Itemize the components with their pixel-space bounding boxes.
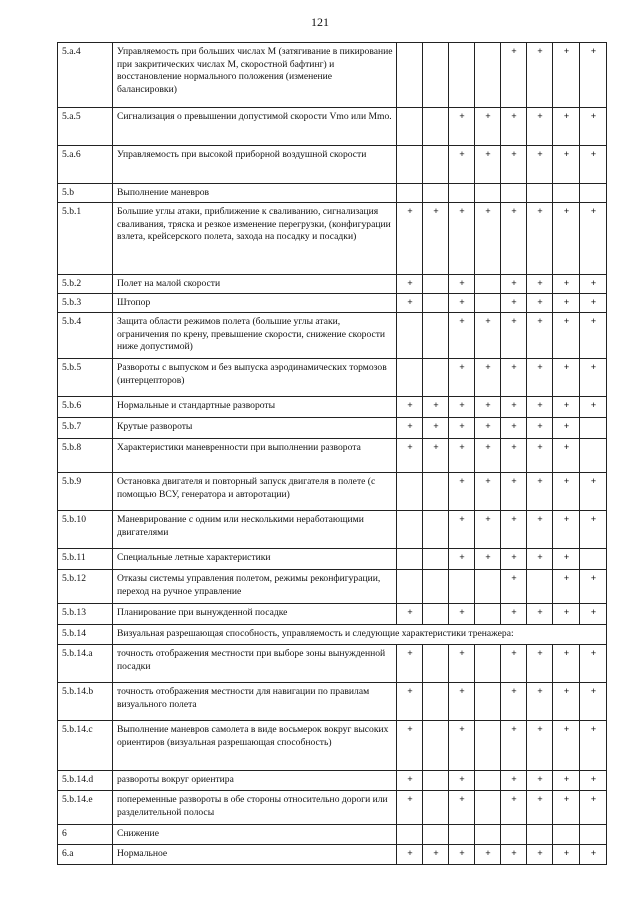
table-row	[58, 511, 607, 549]
row-description: Управляемость при больших числах М (затягивание в пикирование при закритических числах М, скоростной бафтинг) и восстановление нормального положения (изменение балансировки)	[113, 43, 397, 108]
level-mark: +	[553, 294, 580, 313]
level-mark	[423, 359, 449, 397]
level-mark: +	[501, 275, 527, 294]
table-row	[58, 473, 607, 511]
table-row	[58, 43, 607, 108]
level-mark: +	[580, 604, 607, 625]
table-row	[58, 625, 607, 645]
level-mark: +	[553, 43, 580, 108]
level-mark: +	[501, 771, 527, 791]
level-mark	[475, 43, 501, 108]
level-mark	[475, 683, 501, 721]
row-description: Выполнение маневров	[113, 184, 397, 203]
level-mark: +	[553, 645, 580, 683]
level-mark: +	[580, 313, 607, 359]
level-mark	[501, 184, 527, 203]
level-mark	[580, 184, 607, 203]
table-row	[58, 397, 607, 418]
level-mark	[475, 294, 501, 313]
level-mark	[580, 418, 607, 439]
level-mark	[423, 511, 449, 549]
row-description: Штопор	[113, 294, 397, 313]
level-mark: +	[527, 549, 553, 570]
level-mark: +	[553, 604, 580, 625]
level-mark: +	[501, 397, 527, 418]
level-mark	[475, 771, 501, 791]
level-mark	[423, 570, 449, 604]
row-description: Нормальные и стандартные развороты	[113, 397, 397, 418]
level-mark	[449, 570, 475, 604]
level-mark	[449, 825, 475, 845]
level-mark: +	[580, 473, 607, 511]
level-mark	[475, 645, 501, 683]
level-mark: +	[397, 791, 423, 825]
level-mark: +	[501, 146, 527, 184]
level-mark: +	[397, 771, 423, 791]
row-description: развороты вокруг ориентира	[113, 771, 397, 791]
row-description: Полет на малой скорости	[113, 275, 397, 294]
row-description: Крутые развороты	[113, 418, 397, 439]
level-mark: +	[553, 771, 580, 791]
level-mark: +	[501, 683, 527, 721]
level-mark: +	[449, 275, 475, 294]
level-mark: +	[553, 108, 580, 146]
table-row	[58, 108, 607, 146]
level-mark: +	[553, 473, 580, 511]
level-mark: +	[449, 549, 475, 570]
level-mark: +	[501, 294, 527, 313]
level-mark	[397, 146, 423, 184]
level-mark: +	[475, 313, 501, 359]
level-mark: +	[580, 294, 607, 313]
row-code: 5.a.4	[58, 43, 113, 108]
level-mark: +	[527, 473, 553, 511]
level-mark: +	[580, 275, 607, 294]
row-description: точность отображения местности при выборе зоны вынужденной посадки	[113, 645, 397, 683]
level-mark: +	[501, 645, 527, 683]
row-description: Управляемость при высокой приборной воздушной скорости	[113, 146, 397, 184]
level-mark: +	[501, 721, 527, 771]
level-mark: +	[527, 683, 553, 721]
level-mark	[423, 825, 449, 845]
level-mark: +	[501, 359, 527, 397]
row-description: Планирование при вынужденной посадке	[113, 604, 397, 625]
level-mark: +	[501, 203, 527, 275]
level-mark: +	[580, 771, 607, 791]
level-mark	[397, 570, 423, 604]
level-mark	[423, 721, 449, 771]
level-mark: +	[527, 397, 553, 418]
level-mark	[475, 791, 501, 825]
table-row	[58, 203, 607, 275]
level-mark: +	[527, 294, 553, 313]
level-mark: +	[527, 418, 553, 439]
level-mark: +	[397, 845, 423, 865]
row-description: попеременные развороты в обе стороны относительно дороги или разделительной полосы	[113, 791, 397, 825]
level-mark: +	[397, 439, 423, 473]
level-mark: +	[449, 203, 475, 275]
level-mark: +	[527, 771, 553, 791]
level-mark: +	[501, 418, 527, 439]
level-mark: +	[449, 473, 475, 511]
row-code: 5.b.14	[58, 625, 113, 645]
table-row	[58, 721, 607, 771]
table-row	[58, 275, 607, 294]
row-code: 5.b.5	[58, 359, 113, 397]
level-mark: +	[423, 203, 449, 275]
level-mark: +	[580, 570, 607, 604]
row-code: 5.b.13	[58, 604, 113, 625]
row-code: 5.b.6	[58, 397, 113, 418]
level-mark: +	[449, 645, 475, 683]
level-mark: +	[527, 359, 553, 397]
row-description: Снижение	[113, 825, 397, 845]
row-description: Визуальная разрешающая способность, управляемость и следующие характеристики тренажера:	[113, 625, 607, 645]
row-code: 5.b.14.e	[58, 791, 113, 825]
row-description: Специальные летные характеристики	[113, 549, 397, 570]
level-mark	[423, 146, 449, 184]
level-mark	[423, 771, 449, 791]
level-mark: +	[397, 683, 423, 721]
row-code: 5.b.1	[58, 203, 113, 275]
level-mark: +	[527, 645, 553, 683]
table-row	[58, 683, 607, 721]
level-mark: +	[475, 203, 501, 275]
level-mark: +	[580, 108, 607, 146]
level-mark	[423, 683, 449, 721]
level-mark	[397, 108, 423, 146]
level-mark	[423, 473, 449, 511]
level-mark	[449, 43, 475, 108]
row-code: 5.b.4	[58, 313, 113, 359]
level-mark	[423, 43, 449, 108]
row-code: 5.b.11	[58, 549, 113, 570]
row-code: 5.a.6	[58, 146, 113, 184]
level-mark	[553, 825, 580, 845]
level-mark: +	[553, 146, 580, 184]
level-mark: +	[553, 791, 580, 825]
level-mark	[475, 825, 501, 845]
level-mark: +	[553, 845, 580, 865]
level-mark: +	[475, 397, 501, 418]
level-mark: +	[501, 604, 527, 625]
level-mark	[423, 108, 449, 146]
level-mark: +	[580, 397, 607, 418]
level-mark: +	[449, 683, 475, 721]
table-row	[58, 439, 607, 473]
level-mark	[423, 645, 449, 683]
level-mark: +	[475, 439, 501, 473]
level-mark: +	[501, 473, 527, 511]
table-row	[58, 791, 607, 825]
level-mark: +	[580, 359, 607, 397]
level-mark	[580, 825, 607, 845]
row-code: 5.b.12	[58, 570, 113, 604]
table-row	[58, 604, 607, 625]
level-mark	[527, 825, 553, 845]
row-description: Характеристики маневренности при выполнении разворота	[113, 439, 397, 473]
level-mark: +	[501, 313, 527, 359]
level-mark: +	[449, 511, 475, 549]
level-mark	[397, 549, 423, 570]
row-description: Остановка двигателя и повторный запуск двигателя в полете (с помощью ВСУ, генератора и авторотации)	[113, 473, 397, 511]
level-mark	[501, 825, 527, 845]
level-mark	[397, 511, 423, 549]
level-mark: +	[475, 359, 501, 397]
level-mark: +	[501, 549, 527, 570]
level-mark: +	[397, 604, 423, 625]
level-mark: +	[449, 845, 475, 865]
level-mark: +	[449, 313, 475, 359]
row-code: 5.b.2	[58, 275, 113, 294]
table-row	[58, 313, 607, 359]
level-mark: +	[397, 203, 423, 275]
level-mark: +	[580, 845, 607, 865]
row-code: 5.b.9	[58, 473, 113, 511]
row-description: точность отображения местности для навигации по правилам визуального полета	[113, 683, 397, 721]
level-mark: +	[475, 108, 501, 146]
level-mark	[397, 184, 423, 203]
level-mark: +	[527, 43, 553, 108]
level-mark: +	[580, 203, 607, 275]
level-mark	[475, 570, 501, 604]
level-mark	[397, 473, 423, 511]
level-mark: +	[423, 845, 449, 865]
level-mark: +	[501, 439, 527, 473]
table-row	[58, 294, 607, 313]
row-code: 5.b.14.d	[58, 771, 113, 791]
level-mark: +	[449, 418, 475, 439]
level-mark: +	[527, 721, 553, 771]
level-mark	[397, 313, 423, 359]
level-mark: +	[501, 791, 527, 825]
level-mark: +	[527, 511, 553, 549]
row-description: Отказы системы управления полетом, режимы реконфигурации, переход на ручное управление	[113, 570, 397, 604]
level-mark: +	[449, 721, 475, 771]
row-code: 5.b.8	[58, 439, 113, 473]
table-row	[58, 570, 607, 604]
level-mark: +	[475, 549, 501, 570]
table-row	[58, 771, 607, 791]
level-mark: +	[580, 146, 607, 184]
table-row	[58, 549, 607, 570]
level-mark: +	[423, 418, 449, 439]
table-row	[58, 825, 607, 845]
level-mark: +	[501, 108, 527, 146]
level-mark	[423, 549, 449, 570]
level-mark: +	[527, 845, 553, 865]
level-mark: +	[475, 845, 501, 865]
level-mark: +	[580, 43, 607, 108]
level-mark: +	[397, 645, 423, 683]
level-mark: +	[580, 683, 607, 721]
level-mark	[397, 359, 423, 397]
row-code: 6	[58, 825, 113, 845]
row-description: Развороты с выпуском и без выпуска аэродинамических тормозов (интерцепторов)	[113, 359, 397, 397]
level-mark: +	[449, 397, 475, 418]
level-mark: +	[475, 418, 501, 439]
level-mark	[423, 184, 449, 203]
row-code: 5.b	[58, 184, 113, 203]
level-mark	[449, 184, 475, 203]
table-row	[58, 845, 607, 865]
level-mark: +	[423, 397, 449, 418]
row-description: Защита области режимов полета (большие углы атаки, ограничения по крену, превышение скорости, снижение скорости ниже допустимой)	[113, 313, 397, 359]
level-mark: +	[475, 511, 501, 549]
level-mark: +	[449, 604, 475, 625]
requirements-table	[57, 42, 607, 865]
level-mark	[475, 604, 501, 625]
level-mark: +	[397, 275, 423, 294]
table-row	[58, 359, 607, 397]
level-mark	[580, 439, 607, 473]
level-mark: +	[580, 645, 607, 683]
level-mark: +	[449, 439, 475, 473]
level-mark: +	[527, 108, 553, 146]
row-code: 5.a.5	[58, 108, 113, 146]
level-mark	[397, 43, 423, 108]
level-mark: +	[553, 275, 580, 294]
level-mark	[475, 275, 501, 294]
level-mark: +	[449, 294, 475, 313]
row-code: 6.a	[58, 845, 113, 865]
row-description: Сигнализация о превышении допустимой скорости Vmo или Mmo.	[113, 108, 397, 146]
level-mark: +	[553, 721, 580, 771]
level-mark: +	[449, 359, 475, 397]
level-mark: +	[397, 721, 423, 771]
level-mark: +	[501, 845, 527, 865]
level-mark: +	[580, 791, 607, 825]
page-number: 121	[311, 15, 329, 29]
level-mark: +	[527, 203, 553, 275]
level-mark	[423, 791, 449, 825]
level-mark: +	[553, 549, 580, 570]
level-mark: +	[423, 439, 449, 473]
level-mark: +	[580, 721, 607, 771]
level-mark	[553, 184, 580, 203]
level-mark: +	[449, 146, 475, 184]
level-mark	[423, 604, 449, 625]
level-mark: +	[553, 418, 580, 439]
level-mark	[397, 825, 423, 845]
level-mark	[475, 184, 501, 203]
level-mark	[580, 549, 607, 570]
row-description: Выполнение маневров самолета в виде восьмерок вокруг высоких ориентиров (визуальная разрешающая способность)	[113, 721, 397, 771]
level-mark: +	[553, 439, 580, 473]
level-mark: +	[553, 683, 580, 721]
level-mark: +	[475, 146, 501, 184]
row-code: 5.b.3	[58, 294, 113, 313]
table-row	[58, 184, 607, 203]
table-row	[58, 146, 607, 184]
level-mark: +	[397, 418, 423, 439]
level-mark: +	[397, 294, 423, 313]
level-mark: +	[501, 570, 527, 604]
level-mark	[423, 275, 449, 294]
level-mark: +	[449, 771, 475, 791]
level-mark: +	[527, 791, 553, 825]
level-mark	[527, 184, 553, 203]
level-mark: +	[527, 146, 553, 184]
table-row	[58, 418, 607, 439]
table-row	[58, 645, 607, 683]
level-mark: +	[449, 791, 475, 825]
level-mark: +	[527, 439, 553, 473]
level-mark: +	[449, 108, 475, 146]
table-body	[58, 43, 607, 865]
level-mark	[527, 570, 553, 604]
row-code: 5.b.14.b	[58, 683, 113, 721]
row-code: 5.b.14.c	[58, 721, 113, 771]
row-description: Нормальное	[113, 845, 397, 865]
level-mark: +	[527, 313, 553, 359]
level-mark: +	[475, 473, 501, 511]
level-mark: +	[553, 397, 580, 418]
row-code: 5.b.7	[58, 418, 113, 439]
row-code: 5.b.14.a	[58, 645, 113, 683]
level-mark	[423, 294, 449, 313]
level-mark: +	[553, 203, 580, 275]
level-mark: +	[553, 313, 580, 359]
level-mark	[423, 313, 449, 359]
level-mark: +	[501, 511, 527, 549]
level-mark: +	[553, 570, 580, 604]
row-description: Маневрирование с одним или несколькими неработающими двигателями	[113, 511, 397, 549]
level-mark	[475, 721, 501, 771]
level-mark: +	[553, 511, 580, 549]
level-mark: +	[501, 43, 527, 108]
level-mark: +	[553, 359, 580, 397]
level-mark: +	[527, 604, 553, 625]
level-mark: +	[527, 275, 553, 294]
row-description: Большие углы атаки, приближение к сваливанию, сигнализация сваливания, тряска и резкое изменение перегрузки, (конфигурации взлета, крейсерского полета, захода на посадку и посадки)	[113, 203, 397, 275]
row-code: 5.b.10	[58, 511, 113, 549]
level-mark: +	[580, 511, 607, 549]
level-mark: +	[397, 397, 423, 418]
